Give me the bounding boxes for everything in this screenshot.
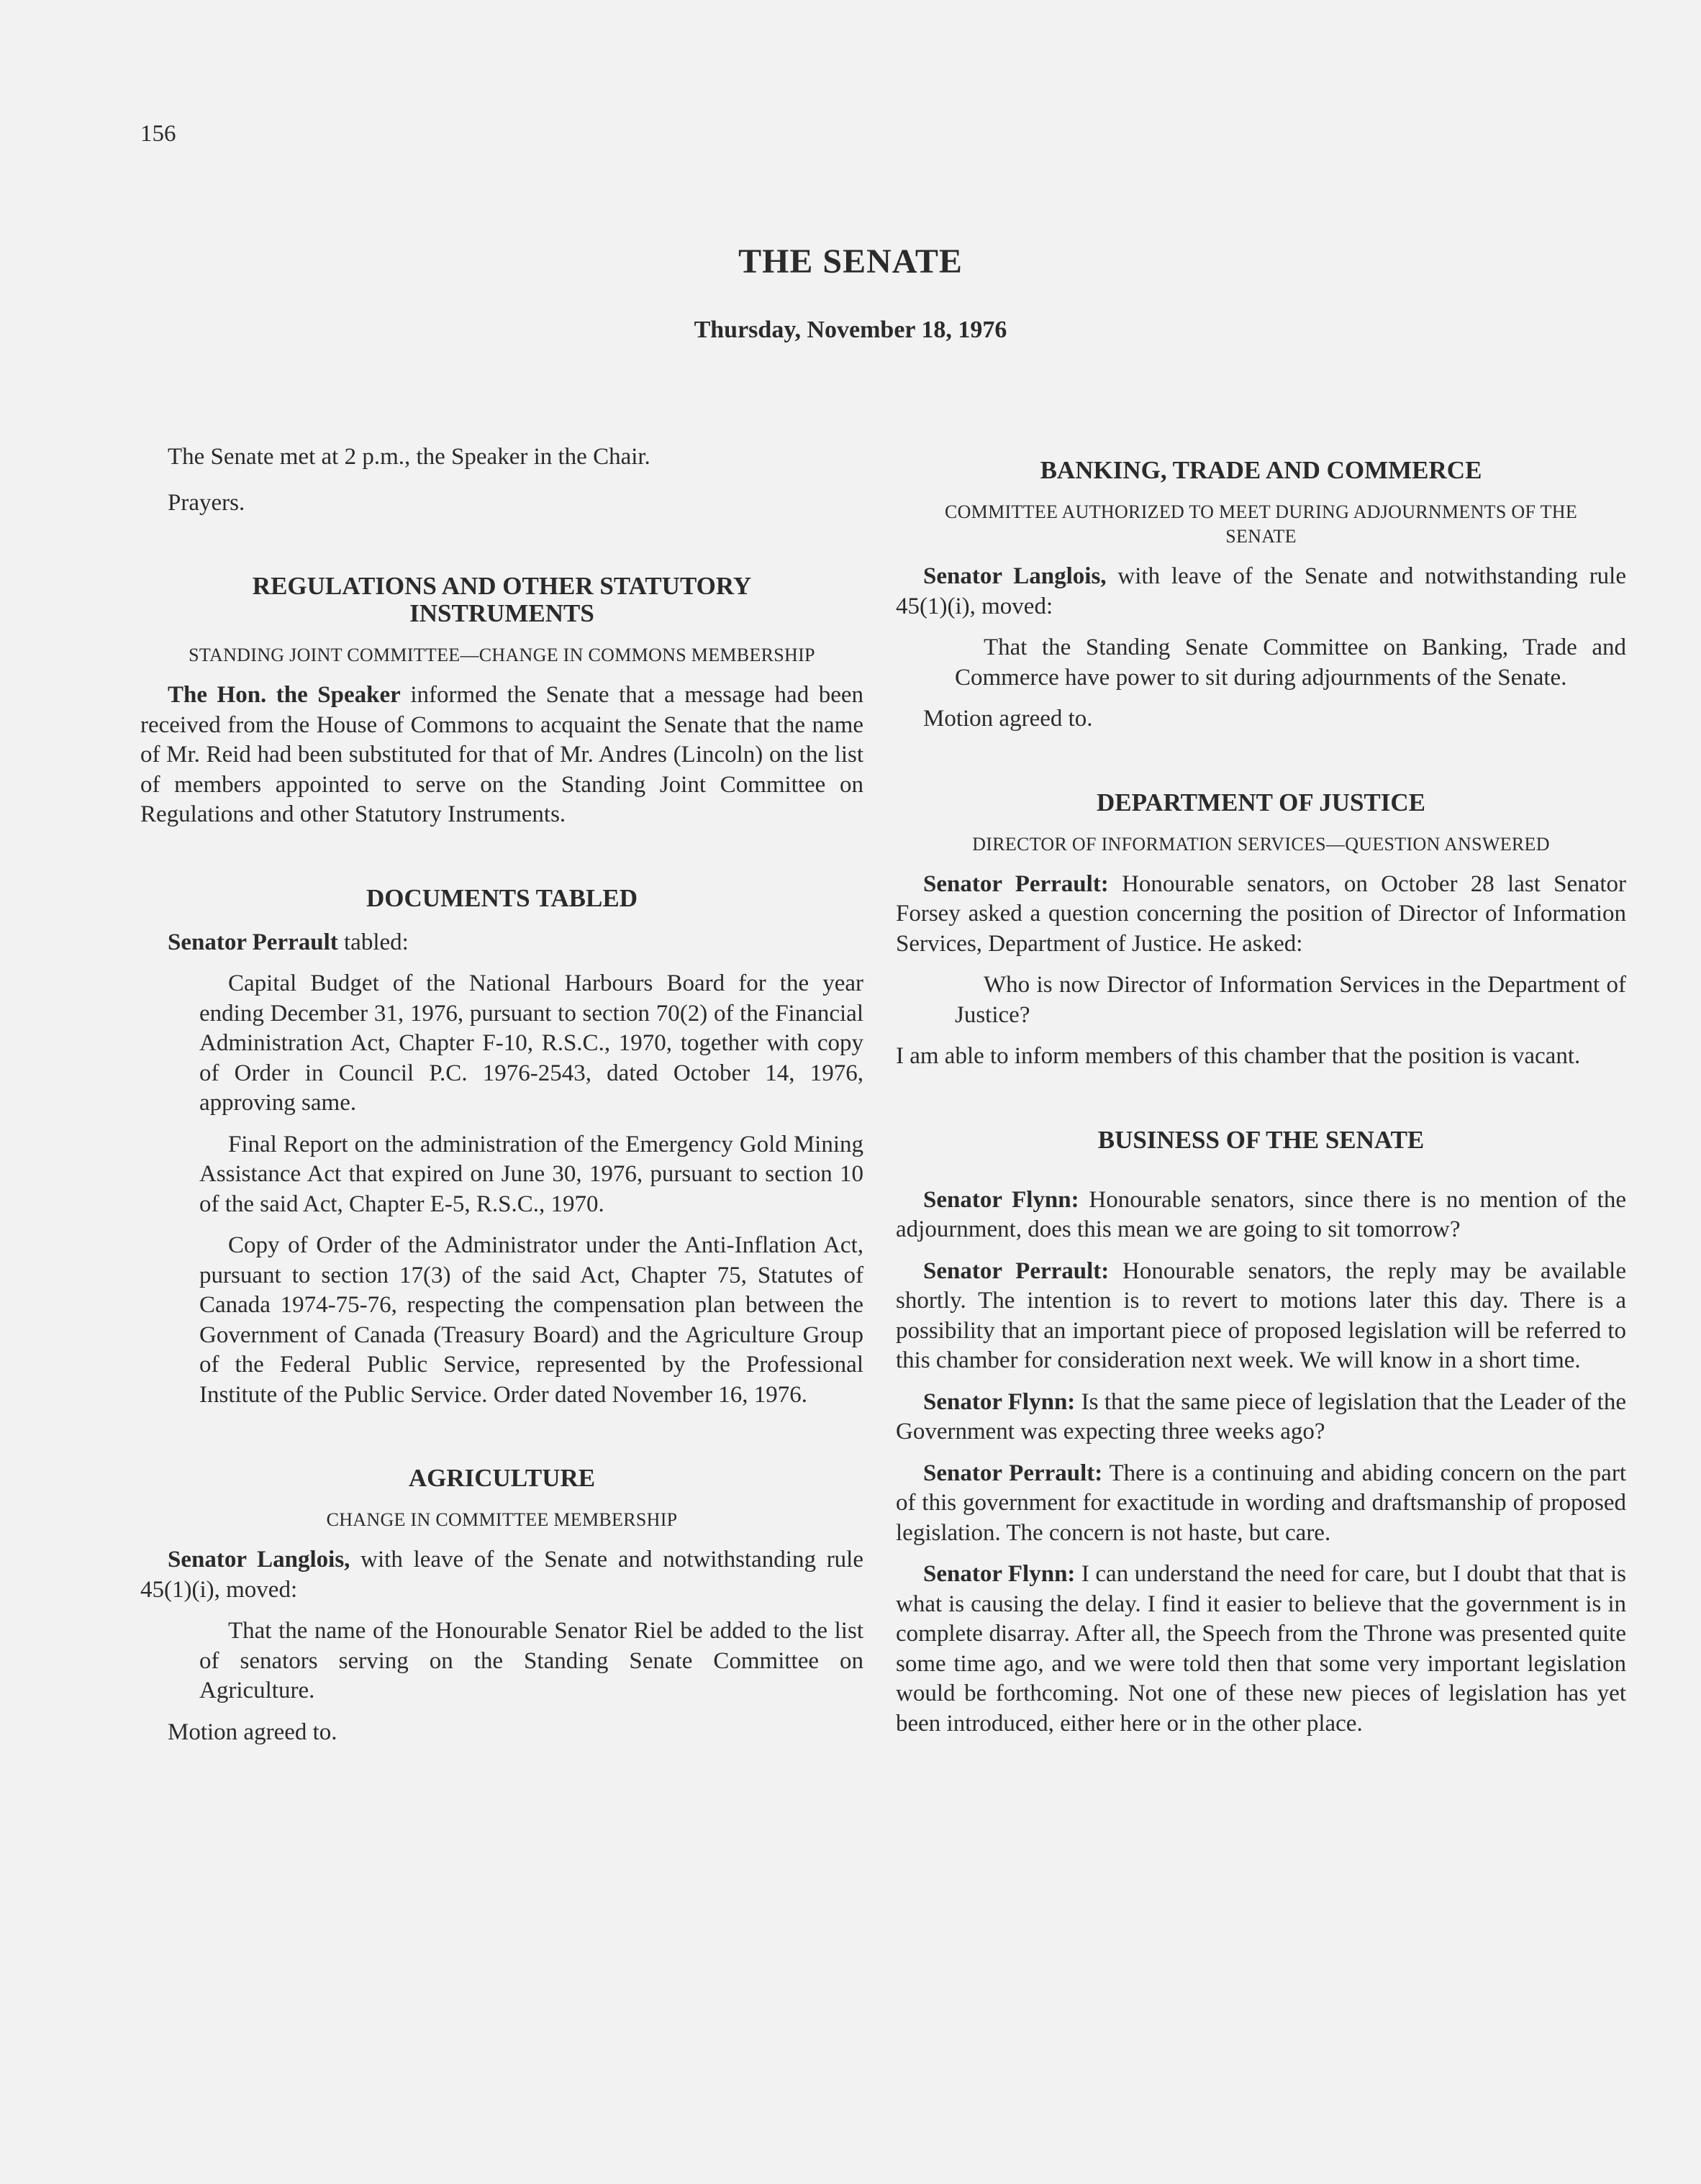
banking-subheading: COMMITTEE AUTHORIZED TO MEET DURING ADJOURNMENTS OF THE SENATE: [944, 501, 1578, 547]
speaker-name: Senator Perrault:: [923, 870, 1109, 897]
exchange-paragraph: [896, 1388, 1626, 1447]
paragraph-text: informed the Senate that a message had been received from the House of Commons to acquaint the Senate that the name of Mr. Reid had been substituted for that of Mr. Andres (Lincoln) on the list of members appointed to serve on the Standing Joint Committee on Regulations and other Statutory Instruments.: [140, 682, 863, 827]
exchange-paragraph: [896, 1560, 1626, 1739]
speaker-name: Senator Perrault: [168, 929, 338, 955]
paragraph-text: with leave of the Senate and notwithstanding rule 45(1)(i), moved:: [140, 1547, 863, 1603]
paragraph-text: Is that the same piece of legislation that the Leader of the Government was expecting three weeks ago?: [896, 1388, 1626, 1444]
speaker-name: Senator Langlois,: [168, 1547, 350, 1573]
tabled-document: Capital Budget of the National Harbours Board for the year ending December 31, 1976, pursuant to section 70(2) of the Financial Administration Act, Chapter F-10, R.S.C., 1970, together with copy of Order in Council P.C. 1976-2543, dated October 14, 1976, approving same.: [199, 970, 863, 1116]
spacer: [140, 842, 863, 885]
agriculture-heading: AGRICULTURE: [408, 1464, 596, 1492]
tabled-document: Copy of Order of the Administrator under the Anti-Inflation Act, pursuant to section 17(3) of the said Act, Chapter 75, Statutes of Canada 1974-75-76, respecting the compensation plan between the Government of Canada (Treasury Board) and the Agriculture Group of the Federal Public Service, represented by the Professional Institute of the Public Service. Order dated November 16, 1976.: [199, 1232, 863, 1408]
paragraph-text: Honourable senators, on October 28 last Senator Forsey asked a question concerning the position of Director of Information Services, Department of Justice. He asked:: [896, 870, 1626, 957]
tabled-document: Final Report on the administration of the Emergency Gold Mining Assistance Act that expired on June 30, 1976, pursuant to section 10 of the said Act, Chapter E-5, R.S.C., 1970.: [199, 1131, 863, 1217]
spacer: [140, 529, 863, 573]
speaker-name: The Hon. the Speaker: [168, 682, 401, 708]
paragraph-text: Honourable senators, the reply may be available shortly. The intention is to revert to motions later this day. There is a possibility that an important piece of proposed legislation will be referred to this chamber for consideration next week. We will know in a short time.: [896, 1257, 1626, 1373]
speaker-name: Senator Perrault:: [923, 1460, 1103, 1486]
paragraph-text: with leave of the Senate and notwithstanding rule 45(1)(i), moved:: [896, 563, 1626, 619]
documents-intro: [140, 928, 863, 958]
regulations-heading: REGULATIONS AND OTHER STATUTORY INSTRUMENTS: [252, 572, 752, 627]
speaker-name: Senator Flynn:: [923, 1561, 1076, 1587]
paragraph-text: There is a continuing and abiding concern on the part of this government for exactitude in wording and draftsmanship of proposed legislation. The concern is not haste, but care.: [896, 1460, 1626, 1546]
paragraph-text: tabled:: [337, 929, 409, 955]
spacer: [140, 1421, 863, 1465]
justice-subheading: DIRECTOR OF INFORMATION SERVICES—QUESTION ANSWERED: [972, 833, 1550, 855]
agriculture-subheading: CHANGE IN COMMITTEE MEMBERSHIP: [326, 1509, 678, 1530]
page-title: THE SENATE: [738, 242, 963, 281]
speaker-name: Senator Perrault:: [923, 1257, 1110, 1284]
regulations-paragraph: [140, 681, 863, 830]
justice-heading: DEPARTMENT OF JUSTICE: [1096, 788, 1426, 816]
banking-motion-text: That the Standing Senate Committee on Banking, Trade and Commerce have power to sit during adjournments of the Senate.: [955, 634, 1626, 691]
exchange-paragraph: [896, 1257, 1626, 1376]
spacer: [896, 1170, 1626, 1186]
speaker-name: Senator Flynn:: [923, 1186, 1079, 1213]
agriculture-motion: [140, 1545, 863, 1605]
sitting-date: Thursday, November 18, 1976: [694, 317, 1007, 343]
left-column: [140, 442, 863, 1759]
paragraph-text: I can understand the need for care, but I doubt that that is what is causing the delay. I find it easier to believe that the government is in complete disarray. After all, the Speech from the Throne was presented quite some time ago, and we were told then that some very important legislation would be forthcoming. Not one of these new pieces of legislation has yet been introduced, either here or in the other place.: [896, 1561, 1626, 1737]
documents-heading: DOCUMENTS TABLED: [366, 883, 638, 912]
exchange-paragraph: [896, 1459, 1626, 1549]
prayers-paragraph: Prayers.: [168, 489, 245, 516]
banking-result: Motion agreed to.: [923, 706, 1093, 732]
justice-paragraph: [896, 870, 1626, 960]
agriculture-motion-text: That the name of the Honourable Senator Riel be added to the list of senators serving on the Standing Senate Committee on Agriculture.: [199, 1618, 863, 1703]
banking-motion: [896, 562, 1626, 622]
opening-paragraph: The Senate met at 2 p.m., the Speaker in the Chair.: [168, 444, 650, 470]
spacer: [896, 746, 1626, 789]
regulations-subheading: STANDING JOINT COMMITTEE—CHANGE IN COMMONS MEMBERSHIP: [189, 645, 815, 665]
spacer: [896, 1083, 1626, 1127]
justice-quote: Who is now Director of Information Services in the Department of Justice?: [955, 972, 1626, 1028]
exchange-paragraph: [896, 1186, 1626, 1245]
paragraph-text: Honourable senators, since there is no mention of the adjournment, does this mean we are going to sit tomorrow?: [896, 1186, 1626, 1242]
speaker-name: Senator Langlois,: [923, 563, 1107, 589]
banking-heading: BANKING, TRADE AND COMMERCE: [1040, 456, 1482, 484]
page-number: 156: [140, 121, 176, 147]
agriculture-result: Motion agreed to.: [168, 1719, 337, 1745]
business-heading: BUSINESS OF THE SENATE: [1097, 1125, 1425, 1154]
speaker-name: Senator Flynn:: [923, 1388, 1076, 1415]
justice-answer: I am able to inform members of this chamber that the position is vacant.: [896, 1043, 1581, 1069]
right-column: [896, 442, 1626, 1750]
